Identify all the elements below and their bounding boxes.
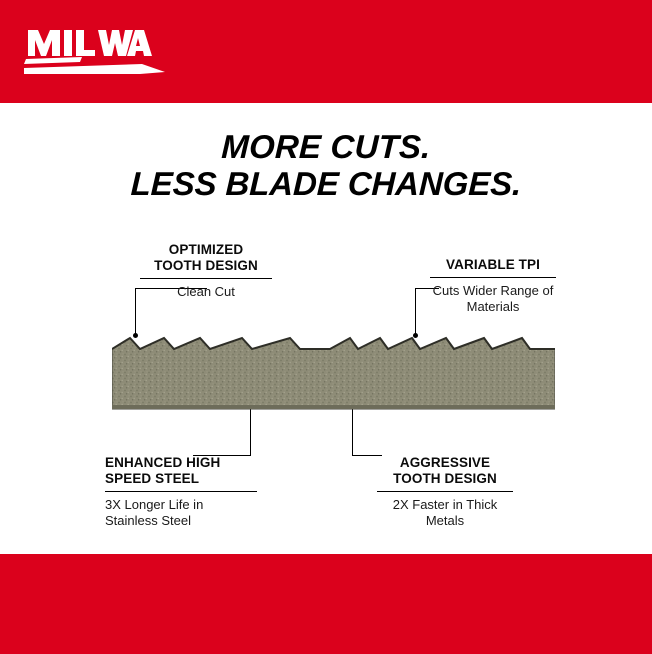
callout-description: 2X Faster in Thick Metals [392, 496, 498, 529]
headline-line-1: MORE CUTS. [220, 128, 432, 165]
callout-title-line-2: TOOTH DESIGN [393, 470, 497, 486]
callout-description: Clean Cut [177, 283, 235, 299]
callout-description: Cuts Wider Range of Materials [432, 282, 554, 315]
callout-variable-tpi [430, 257, 556, 315]
headline-line-2: LESS BLADE CHANGES. [130, 165, 522, 203]
callout-title [105, 455, 257, 487]
headline [0, 128, 652, 203]
callout-optimized-tooth-design [140, 242, 272, 300]
callout-title: VARIABLE TPI [446, 257, 540, 272]
callout-divider [430, 277, 556, 278]
callout-title-line-1: OPTIMIZED [168, 242, 244, 257]
top-brand-band [0, 0, 652, 103]
callout-aggressive-tooth-design [377, 455, 513, 529]
callout-title [377, 455, 513, 487]
callout-enhanced-high-speed-steel [105, 455, 257, 529]
callout-description: 3X Longer Life in Stainless Steel [105, 496, 204, 529]
callout-divider [105, 491, 257, 492]
band-saw-blade-illustration [112, 335, 555, 435]
callout-title-line-2: SPEED STEEL [105, 470, 200, 486]
milwaukee-logo [22, 24, 167, 76]
leader-line-optimized [135, 288, 136, 336]
callout-divider [377, 491, 513, 492]
callout-title-line-1: ENHANCED HIGH [105, 455, 221, 470]
callout-title-line-1: AGGRESSIVE [399, 455, 491, 470]
leader-line-variable [415, 288, 416, 336]
callout-divider [140, 278, 272, 279]
bottom-brand-band [0, 554, 652, 654]
callout-title [140, 242, 272, 274]
callout-title-line-2: TOOTH DESIGN [154, 257, 258, 273]
